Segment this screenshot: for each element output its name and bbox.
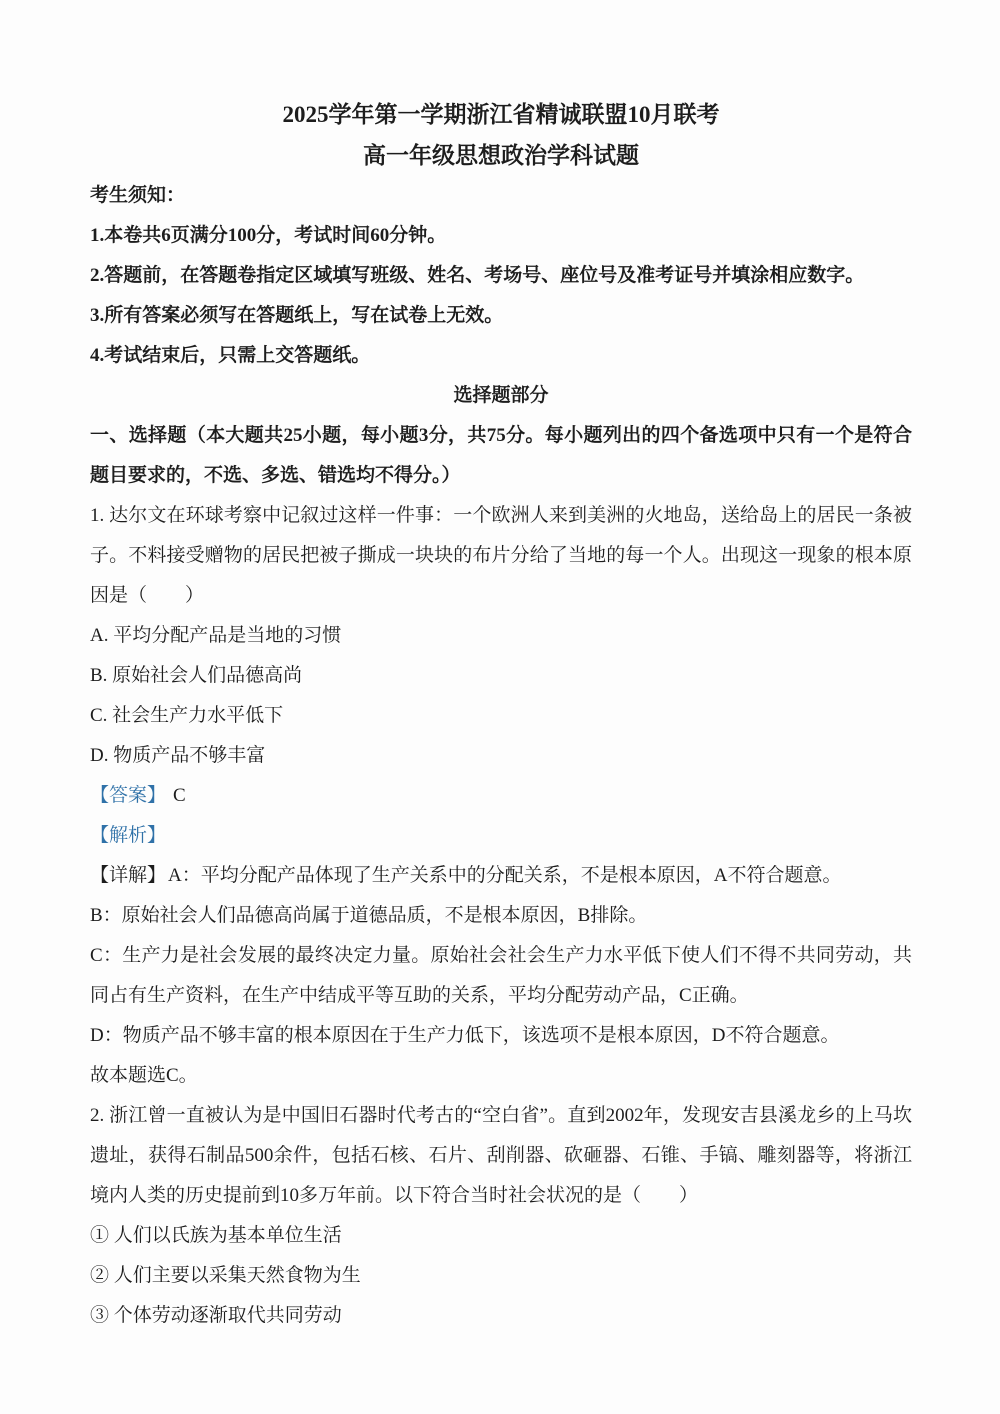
- detail-text-a: A：平均分配产品体现了生产关系中的分配关系，不是根本原因，A不符合题意。: [168, 865, 842, 886]
- question-2-stem: 2. 浙江曾一直被认为是中国旧石器时代考古的“空白省”。直到2002年，发现安吉县溪龙乡的上马坎遗址，获得石制品500余件，包括石核、石片、刮削器、砍砸器、石锥、手镐、雕刻器等，将浙江境内人类的历史提前到10多万年前。以下符合当时社会状况的是（ ）: [90, 1105, 912, 1206]
- question-1-detail-paragraph-1: [90, 856, 912, 896]
- notice-item-3: 3.所有答案必须写在答题纸上，写在试卷上无效。: [90, 305, 504, 326]
- notice-heading: 考生须知：: [90, 185, 186, 206]
- analysis-label: 【解析】: [90, 825, 167, 846]
- page-title-line1: 2025学年第一学期浙江省精诚联盟10月联考: [282, 102, 720, 127]
- section-instructions: 一、选择题（本大题共25小题，每小题3分，共75分。每小题列出的四个备选项中只有一个是符合题目要求的，不选、多选、错选均不得分。）: [90, 425, 912, 486]
- detail-label: 【详解】: [90, 865, 167, 886]
- question-1-detail-paragraph-2: B：原始社会人们品德高尚属于道德品质，不是根本原因，B排除。: [90, 905, 648, 926]
- question-1-detail-paragraph-3: C：生产力是社会发展的最终决定力量。原始社会社会生产力水平低下使人们不得不共同劳动，共同占有生产资料，在生产中结成平等互助的关系，平均分配劳动产品，C正确。: [90, 945, 912, 1006]
- question-1-detail-paragraph-4: D：物质产品不够丰富的根本原因在于生产力低下，该选项不是根本原因，D不符合题意。: [90, 1025, 840, 1046]
- question-1-option-c: C. 社会生产力水平低下: [90, 705, 284, 726]
- section-part-heading: 选择题部分: [453, 385, 549, 406]
- question-1-option-b: B. 原始社会人们品德高尚: [90, 665, 303, 686]
- question-1-stem: 1. 达尔文在环球考察中记叙过这样一件事：一个欧洲人来到美洲的火地岛，送给岛上的居民一条被子。不料接受赠物的居民把被子撕成一块块的布片分给了当地的每一个人。出现这一现象的根本原因是（ ）: [90, 505, 912, 606]
- page-title-line2: 高一年级思想政治学科试题: [363, 143, 639, 168]
- question-1-answer-line: [90, 776, 912, 816]
- answer-label: 【答案】: [90, 785, 167, 806]
- question-2-statement-2: ② 人们主要以采集天然食物为生: [90, 1265, 361, 1286]
- question-1-detail-conclusion: 故本题选C。: [90, 1065, 198, 1086]
- notice-item-4: 4.考试结束后，只需上交答题纸。: [90, 345, 371, 366]
- notice-item-1: 1.本卷共6页满分100分，考试时间60分钟。: [90, 225, 447, 246]
- answer-value: C: [173, 785, 186, 806]
- notice-item-2: 2.答题前，在答题卷指定区域填写班级、姓名、考场号、座位号及准考证号并填涂相应数字。: [90, 265, 865, 286]
- question-1-option-a: A. 平均分配产品是当地的习惯: [90, 625, 342, 646]
- question-2-statement-3: ③ 个体劳动逐渐取代共同劳动: [90, 1305, 342, 1326]
- question-1-option-d: D. 物质产品不够丰富: [90, 745, 266, 766]
- question-2-statement-1: ① 人们以氏族为基本单位生活: [90, 1225, 342, 1246]
